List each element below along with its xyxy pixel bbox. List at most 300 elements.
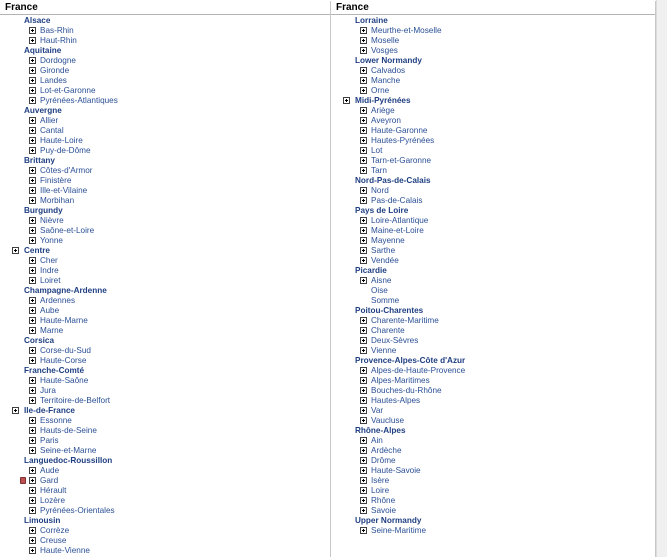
- expand-toggle-icon[interactable]: [360, 507, 367, 514]
- tree-department-item[interactable]: [331, 126, 655, 136]
- expand-toggle-icon[interactable]: [29, 327, 36, 334]
- tree-department-item[interactable]: [0, 146, 330, 156]
- tree-department-item[interactable]: [0, 196, 330, 206]
- tree-department-item[interactable]: [331, 146, 655, 156]
- department-label[interactable]: Hautes-Pyrénées: [371, 136, 435, 145]
- region-label[interactable]: Brittany: [24, 156, 55, 165]
- expand-toggle-icon[interactable]: [29, 77, 36, 84]
- tree-department-item[interactable]: [331, 326, 655, 336]
- department-label[interactable]: Marne: [40, 326, 64, 335]
- department-label[interactable]: Calvados: [371, 66, 406, 75]
- tree-region-item[interactable]: [0, 406, 330, 416]
- tree-department-item[interactable]: [0, 36, 330, 46]
- department-label[interactable]: Haut-Rhin: [40, 36, 77, 45]
- tree-department-item[interactable]: [331, 86, 655, 96]
- tree-department-item[interactable]: [0, 316, 330, 326]
- tree-region-item[interactable]: [331, 56, 655, 66]
- department-label[interactable]: Corrèze: [40, 526, 70, 535]
- expand-toggle-icon[interactable]: [360, 217, 367, 224]
- tree-department-item[interactable]: [331, 346, 655, 356]
- department-label[interactable]: Indre: [40, 266, 59, 275]
- tree-department-item[interactable]: [331, 396, 655, 406]
- department-label[interactable]: Haute-Vienne: [40, 546, 90, 555]
- expand-toggle-icon[interactable]: [29, 377, 36, 384]
- expand-toggle-icon[interactable]: [29, 57, 36, 64]
- tree-department-item[interactable]: [331, 186, 655, 196]
- tree-region-item[interactable]: [0, 286, 330, 296]
- tree-department-item[interactable]: [331, 66, 655, 76]
- tree-department-item[interactable]: [331, 166, 655, 176]
- tree-region-item[interactable]: [0, 366, 330, 376]
- tree-region-item[interactable]: [0, 246, 330, 256]
- expand-toggle-icon[interactable]: [360, 197, 367, 204]
- tree-department-item[interactable]: [0, 226, 330, 236]
- expand-toggle-icon[interactable]: [29, 507, 36, 514]
- expand-toggle-icon[interactable]: [360, 397, 367, 404]
- region-label[interactable]: Provence-Alpes-Côte d'Azur: [355, 356, 466, 365]
- expand-toggle-icon[interactable]: [29, 477, 36, 484]
- tree-department-item[interactable]: [0, 236, 330, 246]
- tree-department-item[interactable]: [331, 446, 655, 456]
- expand-toggle-icon[interactable]: [360, 47, 367, 54]
- expand-toggle-icon[interactable]: [360, 107, 367, 114]
- tree-region-item[interactable]: [331, 206, 655, 216]
- department-label[interactable]: Gironde: [40, 66, 70, 75]
- tree-department-item[interactable]: [331, 36, 655, 46]
- tree-department-item[interactable]: [331, 376, 655, 386]
- expand-toggle-icon[interactable]: [12, 247, 19, 254]
- department-label[interactable]: Ardèche: [371, 446, 402, 455]
- department-label[interactable]: Aveyron: [371, 116, 401, 125]
- tree-region-item[interactable]: [0, 106, 330, 116]
- tree-department-item[interactable]: [331, 156, 655, 166]
- department-label[interactable]: Saône-et-Loire: [40, 226, 95, 235]
- expand-toggle-icon[interactable]: [360, 367, 367, 374]
- expand-toggle-icon[interactable]: [360, 347, 367, 354]
- expand-toggle-icon[interactable]: [29, 147, 36, 154]
- tree-department-item[interactable]: [331, 296, 655, 306]
- tree-department-item[interactable]: [0, 126, 330, 136]
- expand-toggle-icon[interactable]: [360, 477, 367, 484]
- expand-toggle-icon[interactable]: [29, 387, 36, 394]
- department-label[interactable]: Charente: [371, 326, 405, 335]
- tree-department-item[interactable]: [331, 436, 655, 446]
- department-label[interactable]: Manche: [371, 76, 401, 85]
- expand-toggle-icon[interactable]: [29, 197, 36, 204]
- department-label[interactable]: Seine-et-Marne: [40, 446, 97, 455]
- tree-department-item[interactable]: [0, 506, 330, 516]
- expand-toggle-icon[interactable]: [360, 327, 367, 334]
- expand-toggle-icon[interactable]: [360, 137, 367, 144]
- department-label[interactable]: Haute-Garonne: [371, 126, 428, 135]
- region-label[interactable]: Centre: [24, 246, 50, 255]
- tree-department-item[interactable]: [331, 406, 655, 416]
- tree-region-item[interactable]: [0, 516, 330, 526]
- region-label[interactable]: Burgundy: [24, 206, 63, 215]
- region-label[interactable]: Aquitaine: [24, 46, 62, 55]
- expand-toggle-icon[interactable]: [29, 97, 36, 104]
- department-label[interactable]: Lot: [371, 146, 383, 155]
- expand-toggle-icon[interactable]: [12, 407, 19, 414]
- tree-department-item[interactable]: [331, 76, 655, 86]
- department-label[interactable]: Lozère: [40, 496, 66, 505]
- department-label[interactable]: Deux-Sèvres: [371, 336, 419, 345]
- department-label[interactable]: Finistère: [40, 176, 72, 185]
- department-label[interactable]: Nièvre: [40, 216, 64, 225]
- expand-toggle-icon[interactable]: [29, 357, 36, 364]
- expand-toggle-icon[interactable]: [360, 37, 367, 44]
- department-label[interactable]: Tarn-et-Garonne: [371, 156, 432, 165]
- expand-toggle-icon[interactable]: [29, 537, 36, 544]
- department-label[interactable]: Corse-du-Sud: [40, 346, 91, 355]
- department-label[interactable]: Lot-et-Garonne: [40, 86, 96, 95]
- department-label[interactable]: Ain: [371, 436, 383, 445]
- tree-region-item[interactable]: [0, 336, 330, 346]
- expand-toggle-icon[interactable]: [29, 177, 36, 184]
- tree-department-item[interactable]: [0, 266, 330, 276]
- department-label[interactable]: Var: [371, 406, 384, 415]
- expand-toggle-icon[interactable]: [29, 277, 36, 284]
- department-label[interactable]: Ille-et-Vilaine: [40, 186, 88, 195]
- region-label[interactable]: Limousin: [24, 516, 61, 525]
- tree-department-item[interactable]: [331, 456, 655, 466]
- region-label[interactable]: Alsace: [24, 16, 51, 25]
- tree-department-item[interactable]: [0, 426, 330, 436]
- tree-department-item[interactable]: [331, 486, 655, 496]
- department-label[interactable]: Allier: [40, 116, 59, 125]
- tree-region-item[interactable]: [331, 426, 655, 436]
- department-label[interactable]: Landes: [40, 76, 67, 85]
- tree-region-item[interactable]: [331, 266, 655, 276]
- tree-department-item[interactable]: [0, 486, 330, 496]
- tree-department-item[interactable]: [331, 336, 655, 346]
- expand-toggle-icon[interactable]: [29, 187, 36, 194]
- tree-department-item[interactable]: [0, 306, 330, 316]
- expand-toggle-icon[interactable]: [29, 487, 36, 494]
- department-label[interactable]: Ariège: [371, 106, 395, 115]
- region-label[interactable]: Corsica: [24, 336, 55, 345]
- region-label[interactable]: Upper Normandy: [355, 516, 422, 525]
- tree-department-item[interactable]: [0, 396, 330, 406]
- expand-toggle-icon[interactable]: [360, 467, 367, 474]
- tree-department-item[interactable]: [0, 116, 330, 126]
- department-label[interactable]: Pyrénées-Atlantiques: [40, 96, 118, 105]
- department-label[interactable]: Rhône: [371, 496, 396, 505]
- tree-department-item[interactable]: [331, 476, 655, 486]
- trash-icon[interactable]: [20, 477, 26, 484]
- department-label[interactable]: Puy-de-Dôme: [40, 146, 91, 155]
- tree-department-item[interactable]: [0, 376, 330, 386]
- tree-department-item[interactable]: [331, 466, 655, 476]
- tree-department-item[interactable]: [331, 26, 655, 36]
- tree-department-item[interactable]: [0, 76, 330, 86]
- tree-department-item[interactable]: [0, 326, 330, 336]
- department-label[interactable]: Savoie: [371, 506, 397, 515]
- expand-toggle-icon[interactable]: [29, 237, 36, 244]
- tree-department-item[interactable]: [0, 386, 330, 396]
- tree-department-item[interactable]: [0, 96, 330, 106]
- department-label[interactable]: Gard: [40, 476, 59, 485]
- region-label[interactable]: Lorraine: [355, 16, 388, 25]
- region-label[interactable]: Rhône-Alpes: [355, 426, 406, 435]
- tree-region-item[interactable]: [0, 156, 330, 166]
- tree-department-item[interactable]: [331, 196, 655, 206]
- tree-department-item[interactable]: [0, 436, 330, 446]
- tree-department-item[interactable]: [0, 216, 330, 226]
- expand-toggle-icon[interactable]: [360, 417, 367, 424]
- tree-department-item[interactable]: [0, 176, 330, 186]
- department-label[interactable]: Hérault: [40, 486, 67, 495]
- department-label[interactable]: Ardennes: [40, 296, 76, 305]
- expand-toggle-icon[interactable]: [29, 467, 36, 474]
- department-label[interactable]: Bas-Rhin: [40, 26, 74, 35]
- tree-department-item[interactable]: [0, 526, 330, 536]
- expand-toggle-icon[interactable]: [29, 497, 36, 504]
- expand-toggle-icon[interactable]: [29, 227, 36, 234]
- expand-toggle-icon[interactable]: [360, 257, 367, 264]
- tree-department-item[interactable]: [0, 356, 330, 366]
- expand-toggle-icon[interactable]: [360, 377, 367, 384]
- expand-toggle-icon[interactable]: [360, 387, 367, 394]
- department-label[interactable]: Essonne: [40, 416, 72, 425]
- department-label[interactable]: Morbihan: [40, 196, 75, 205]
- tree-region-item[interactable]: [331, 176, 655, 186]
- tree-department-item[interactable]: [331, 246, 655, 256]
- tree-department-item[interactable]: [331, 116, 655, 126]
- expand-toggle-icon[interactable]: [29, 317, 36, 324]
- tree-department-item[interactable]: [0, 416, 330, 426]
- department-label[interactable]: Hautes-Alpes: [371, 396, 421, 405]
- region-label[interactable]: Picardie: [355, 266, 387, 275]
- expand-toggle-icon[interactable]: [360, 277, 367, 284]
- expand-toggle-icon[interactable]: [360, 187, 367, 194]
- department-label[interactable]: Pyrénées-Orientales: [40, 506, 115, 515]
- expand-toggle-icon[interactable]: [360, 337, 367, 344]
- department-label[interactable]: Aisne: [371, 276, 392, 285]
- department-label[interactable]: Seine-Maritime: [371, 526, 427, 535]
- expand-toggle-icon[interactable]: [360, 87, 367, 94]
- expand-toggle-icon[interactable]: [29, 127, 36, 134]
- region-label[interactable]: Languedoc-Roussillon: [24, 456, 113, 465]
- expand-toggle-icon[interactable]: [360, 157, 367, 164]
- department-label[interactable]: Loire: [371, 486, 390, 495]
- expand-toggle-icon[interactable]: [29, 37, 36, 44]
- department-label[interactable]: Cher: [40, 256, 58, 265]
- tree-department-item[interactable]: [331, 526, 655, 536]
- expand-toggle-icon[interactable]: [29, 137, 36, 144]
- expand-toggle-icon[interactable]: [29, 307, 36, 314]
- expand-toggle-icon[interactable]: [29, 547, 36, 554]
- department-label[interactable]: Meurthe-et-Moselle: [371, 26, 442, 35]
- expand-toggle-icon[interactable]: [360, 447, 367, 454]
- region-label[interactable]: Midi-Pyrénées: [355, 96, 411, 105]
- department-label[interactable]: Haute-Loire: [40, 136, 83, 145]
- expand-toggle-icon[interactable]: [360, 237, 367, 244]
- tree-region-item[interactable]: [0, 46, 330, 56]
- expand-toggle-icon[interactable]: [360, 117, 367, 124]
- tree-department-item[interactable]: [0, 186, 330, 196]
- tree-department-item[interactable]: [331, 506, 655, 516]
- expand-toggle-icon[interactable]: [29, 167, 36, 174]
- expand-toggle-icon[interactable]: [360, 437, 367, 444]
- department-label[interactable]: Haute-Savoie: [371, 466, 421, 475]
- tree-department-item[interactable]: [0, 296, 330, 306]
- tree-department-item[interactable]: [0, 466, 330, 476]
- department-label[interactable]: Cantal: [40, 126, 64, 135]
- region-label[interactable]: Champagne-Ardenne: [24, 286, 107, 295]
- expand-toggle-icon[interactable]: [360, 67, 367, 74]
- department-label[interactable]: Oise: [371, 286, 388, 295]
- tree-department-item[interactable]: [331, 46, 655, 56]
- vertical-scrollbar[interactable]: [656, 0, 667, 557]
- tree-department-item[interactable]: [331, 316, 655, 326]
- department-label[interactable]: Alpes-Maritimes: [371, 376, 430, 385]
- department-label[interactable]: Vienne: [371, 346, 397, 355]
- tree-department-item[interactable]: [331, 416, 655, 426]
- expand-toggle-icon[interactable]: [29, 437, 36, 444]
- tree-department-item[interactable]: [331, 276, 655, 286]
- tree-department-item[interactable]: [0, 536, 330, 546]
- expand-toggle-icon[interactable]: [29, 87, 36, 94]
- tree-department-item[interactable]: [331, 216, 655, 226]
- expand-toggle-icon[interactable]: [360, 247, 367, 254]
- tree-department-item[interactable]: [0, 136, 330, 146]
- department-label[interactable]: Alpes-de-Haute-Provence: [371, 366, 466, 375]
- tree-region-item[interactable]: [331, 306, 655, 316]
- department-label[interactable]: Côtes-d'Armor: [40, 166, 93, 175]
- expand-toggle-icon[interactable]: [360, 457, 367, 464]
- tree-department-item[interactable]: [0, 496, 330, 506]
- department-label[interactable]: Territoire-de-Belfort: [40, 396, 111, 405]
- expand-toggle-icon[interactable]: [29, 427, 36, 434]
- department-label[interactable]: Aube: [40, 306, 60, 315]
- expand-toggle-icon[interactable]: [29, 417, 36, 424]
- expand-toggle-icon[interactable]: [360, 497, 367, 504]
- expand-toggle-icon[interactable]: [29, 297, 36, 304]
- department-label[interactable]: Bouches-du-Rhône: [371, 386, 442, 395]
- department-label[interactable]: Drôme: [371, 456, 396, 465]
- expand-toggle-icon[interactable]: [360, 487, 367, 494]
- department-label[interactable]: Jura: [40, 386, 56, 395]
- expand-toggle-icon[interactable]: [29, 27, 36, 34]
- region-label[interactable]: Franche-Comté: [24, 366, 85, 375]
- department-label[interactable]: Vaucluse: [371, 416, 405, 425]
- expand-toggle-icon[interactable]: [360, 27, 367, 34]
- expand-toggle-icon[interactable]: [360, 127, 367, 134]
- tree-department-item[interactable]: [331, 256, 655, 266]
- tree-department-item[interactable]: [331, 286, 655, 296]
- department-label[interactable]: Pas-de-Calais: [371, 196, 423, 205]
- tree-department-item[interactable]: [0, 256, 330, 266]
- tree-region-item[interactable]: [0, 16, 330, 26]
- tree-department-item[interactable]: [0, 166, 330, 176]
- tree-region-item[interactable]: [331, 96, 655, 106]
- department-label[interactable]: Hauts-de-Seine: [40, 426, 97, 435]
- tree-department-item[interactable]: [331, 106, 655, 116]
- tree-department-item[interactable]: [331, 136, 655, 146]
- expand-toggle-icon[interactable]: [360, 407, 367, 414]
- tree-region-item[interactable]: [331, 516, 655, 526]
- expand-toggle-icon[interactable]: [29, 267, 36, 274]
- expand-toggle-icon[interactable]: [29, 67, 36, 74]
- department-label[interactable]: Tarn: [371, 166, 387, 175]
- tree-department-item[interactable]: [0, 66, 330, 76]
- tree-department-item[interactable]: [331, 386, 655, 396]
- region-label[interactable]: Pays de Loire: [355, 206, 409, 215]
- department-label[interactable]: Moselle: [371, 36, 400, 45]
- tree-department-item[interactable]: [0, 276, 330, 286]
- tree-department-item[interactable]: [0, 476, 330, 486]
- department-label[interactable]: Yonne: [40, 236, 63, 245]
- tree-region-item[interactable]: [0, 456, 330, 466]
- department-label[interactable]: Nord: [371, 186, 389, 195]
- department-label[interactable]: Orne: [371, 86, 390, 95]
- tree-department-item[interactable]: [331, 226, 655, 236]
- tree-department-item[interactable]: [331, 496, 655, 506]
- region-label[interactable]: Auvergne: [24, 106, 62, 115]
- department-label[interactable]: Creuse: [40, 536, 67, 545]
- tree-region-item[interactable]: [331, 16, 655, 26]
- expand-toggle-icon[interactable]: [360, 317, 367, 324]
- department-label[interactable]: Loiret: [40, 276, 61, 285]
- department-label[interactable]: Vendée: [371, 256, 399, 265]
- expand-toggle-icon[interactable]: [360, 147, 367, 154]
- department-label[interactable]: Mayenne: [371, 236, 405, 245]
- expand-toggle-icon[interactable]: [360, 167, 367, 174]
- department-label[interactable]: Sarthe: [371, 246, 396, 255]
- expand-toggle-icon[interactable]: [360, 227, 367, 234]
- tree-department-item[interactable]: [0, 26, 330, 36]
- expand-toggle-icon[interactable]: [29, 397, 36, 404]
- department-label[interactable]: Vosges: [371, 46, 398, 55]
- department-label[interactable]: Paris: [40, 436, 59, 445]
- region-tree: [331, 16, 655, 536]
- department-label[interactable]: Haute-Marne: [40, 316, 88, 325]
- tree-region-item[interactable]: [0, 206, 330, 216]
- expand-toggle-icon[interactable]: [29, 117, 36, 124]
- tree-region-item[interactable]: [331, 356, 655, 366]
- expand-toggle-icon[interactable]: [29, 347, 36, 354]
- expand-toggle-icon[interactable]: [360, 77, 367, 84]
- expand-toggle-icon[interactable]: [29, 447, 36, 454]
- expand-toggle-icon[interactable]: [343, 97, 350, 104]
- department-label[interactable]: Isère: [371, 476, 390, 485]
- region-label[interactable]: Ile-de-France: [24, 406, 75, 415]
- tree-department-item[interactable]: [0, 346, 330, 356]
- tree-department-item[interactable]: [331, 236, 655, 246]
- tree-department-item[interactable]: [0, 86, 330, 96]
- expand-toggle-icon[interactable]: [29, 527, 36, 534]
- department-label[interactable]: Charente-Maritime: [371, 316, 439, 325]
- tree-department-item[interactable]: [0, 446, 330, 456]
- department-label[interactable]: Maine-et-Loire: [371, 226, 424, 235]
- tree-department-item[interactable]: [331, 366, 655, 376]
- expand-toggle-icon[interactable]: [29, 257, 36, 264]
- department-label[interactable]: Haute-Saône: [40, 376, 89, 385]
- department-label[interactable]: Somme: [371, 296, 400, 305]
- tree-department-item[interactable]: [0, 546, 330, 556]
- expand-toggle-icon[interactable]: [360, 527, 367, 534]
- department-label[interactable]: Aude: [40, 466, 60, 475]
- department-label[interactable]: Dordogne: [40, 56, 76, 65]
- expand-toggle-icon[interactable]: [29, 217, 36, 224]
- region-label[interactable]: Poitou-Charentes: [355, 306, 424, 315]
- region-label[interactable]: Nord-Pas-de-Calais: [355, 176, 431, 185]
- department-label[interactable]: Haute-Corse: [40, 356, 87, 365]
- department-label[interactable]: Loire-Atlantique: [371, 216, 429, 225]
- tree-department-item[interactable]: [0, 56, 330, 66]
- region-label[interactable]: Lower Normandy: [355, 56, 422, 65]
